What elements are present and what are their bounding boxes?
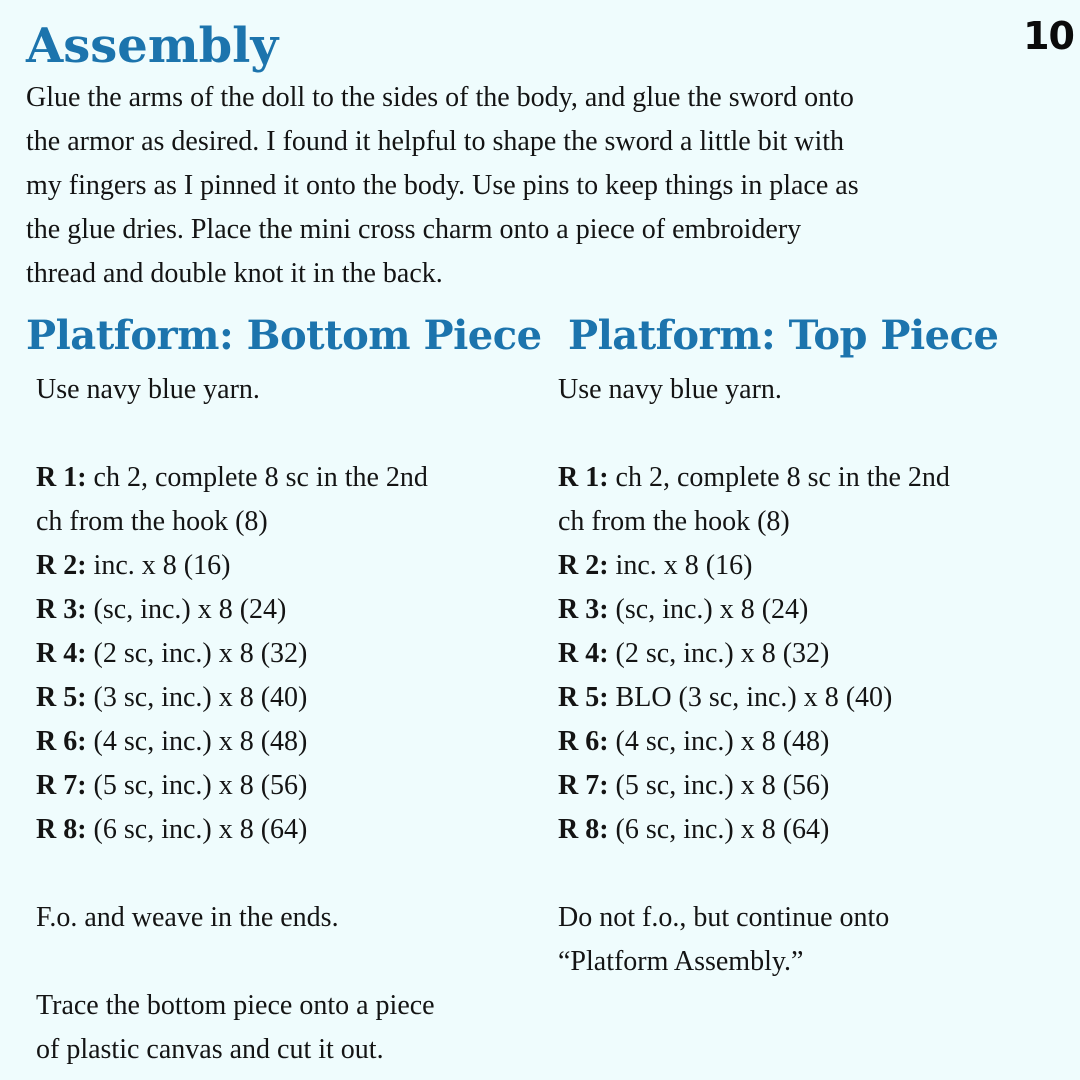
round-label: R 6: (36, 726, 87, 757)
round-label: R 5: (558, 682, 609, 713)
round-label: R 6: (558, 726, 609, 757)
round-label: R 7: (558, 770, 609, 801)
round-1-continued: ch from the hook (8) (558, 506, 790, 537)
yarn-note: Use navy blue yarn. (36, 374, 260, 405)
round-8 (558, 808, 1068, 852)
round-text: (4 sc, inc.) x 8 (48) (86, 726, 308, 757)
round-1 (558, 456, 1068, 500)
round-label: R 8: (36, 814, 87, 845)
finish-note: F.o. and weave in the ends. (36, 902, 339, 933)
top-piece-section (558, 306, 1068, 984)
round-text: BLO (3 sc, inc.) x 8 (40) (608, 682, 893, 713)
finish-note-line: Do not f.o., but continue onto (558, 902, 890, 933)
round-1-continued: ch from the hook (8) (36, 506, 268, 537)
round-4 (36, 632, 546, 676)
assembly-line: the glue dries. Place the mini cross charm onto a piece of embroidery (26, 214, 802, 245)
round-2 (558, 544, 1068, 588)
bottom-piece-instructions (26, 366, 546, 1072)
finish-note-line: “Platform Assembly.” (558, 946, 804, 977)
assembly-paragraph (26, 76, 1056, 296)
round-label: R 2: (558, 550, 609, 581)
round-text: (6 sc, inc.) x 8 (64) (86, 814, 308, 845)
round-label: R 3: (36, 594, 87, 625)
round-label: R 5: (36, 682, 87, 713)
round-text: (sc, inc.) x 8 (24) (608, 594, 809, 625)
round-label: R 1: (36, 462, 87, 493)
round-label: R 1: (558, 462, 609, 493)
round-5 (36, 676, 546, 720)
round-7 (36, 764, 546, 808)
round-8 (36, 808, 546, 852)
round-text: (5 sc, inc.) x 8 (56) (608, 770, 830, 801)
yarn-note: Use navy blue yarn. (558, 374, 782, 405)
round-label: R 7: (36, 770, 87, 801)
assembly-line: the armor as desired. I found it helpful to shape the sword a little bit with (26, 126, 845, 157)
round-4 (558, 632, 1068, 676)
round-text: (2 sc, inc.) x 8 (32) (86, 638, 308, 669)
round-text: inc. x 8 (16) (608, 550, 753, 581)
round-label: R 4: (558, 638, 609, 669)
round-text: ch 2, complete 8 sc in the 2nd (86, 462, 428, 493)
bottom-piece-heading: Platform: Bottom Piece (26, 312, 542, 359)
round-2 (36, 544, 546, 588)
page-number: 10 (1023, 14, 1074, 58)
assembly-heading: Assembly (26, 18, 279, 74)
round-label: R 2: (36, 550, 87, 581)
round-label: R 4: (36, 638, 87, 669)
top-piece-instructions (558, 366, 1068, 984)
round-label: R 8: (558, 814, 609, 845)
round-text: (3 sc, inc.) x 8 (40) (86, 682, 308, 713)
round-text: (sc, inc.) x 8 (24) (86, 594, 287, 625)
assembly-line: thread and double knot it in the back. (26, 258, 443, 289)
round-text: inc. x 8 (16) (86, 550, 231, 581)
round-label: R 3: (558, 594, 609, 625)
trace-note-line: of plastic canvas and cut it out. (36, 1034, 384, 1065)
round-3 (36, 588, 546, 632)
round-text: (2 sc, inc.) x 8 (32) (608, 638, 830, 669)
assembly-line: my fingers as I pinned it onto the body. Use pins to keep things in place as (26, 170, 859, 201)
round-1 (36, 456, 546, 500)
round-6 (36, 720, 546, 764)
assembly-line: Glue the arms of the doll to the sides of the body, and glue the sword onto (26, 82, 854, 113)
round-6 (558, 720, 1068, 764)
round-text: (6 sc, inc.) x 8 (64) (608, 814, 830, 845)
round-7 (558, 764, 1068, 808)
round-3 (558, 588, 1068, 632)
round-text: (4 sc, inc.) x 8 (48) (608, 726, 830, 757)
top-piece-heading: Platform: Top Piece (568, 312, 999, 359)
round-5 (558, 676, 1068, 720)
trace-note-line: Trace the bottom piece onto a piece (36, 990, 435, 1021)
round-text: ch 2, complete 8 sc in the 2nd (608, 462, 950, 493)
bottom-piece-section (26, 306, 546, 1072)
round-text: (5 sc, inc.) x 8 (56) (86, 770, 308, 801)
